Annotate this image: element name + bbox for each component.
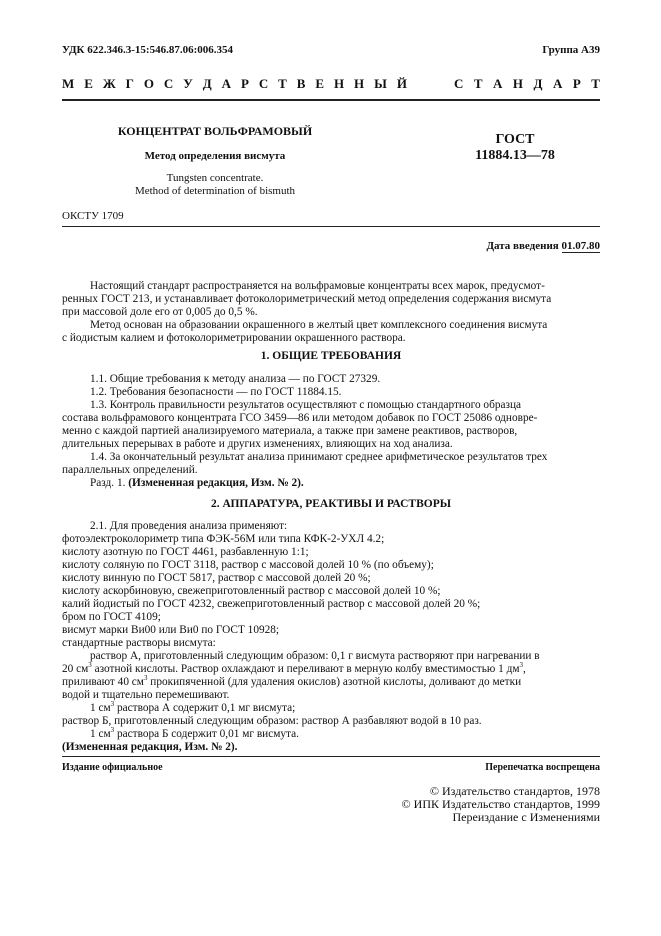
reagent-item: висмут марки Ви00 или Ви0 по ГОСТ 10928;	[62, 624, 280, 636]
clause-1-1: 1.1. Общие требования к методу анализа — по ГОСТ 27329.	[90, 373, 381, 385]
banner-right-letter: С	[454, 76, 464, 91]
oksty-code: ОКСТУ 1709	[62, 210, 124, 222]
official-edition: Издание официальное	[62, 762, 163, 773]
reagent-item: кислоту винную по ГОСТ 5817, раствор с массовой долей 20 %;	[62, 572, 371, 584]
banner-left-letter: Е	[315, 76, 325, 91]
reprint-notice: Перепечатка воспрещена	[485, 762, 600, 773]
banner-left-letter: Г	[125, 76, 134, 91]
banner-left-letter: С	[163, 76, 174, 91]
effective-date	[486, 240, 600, 253]
section-1-body	[62, 373, 600, 490]
banner-left-letter: Н	[333, 76, 345, 91]
clause-1-4-line1: 1.4. За окончательный результат анализа принимают среднее арифметическое результатов трех	[90, 451, 548, 463]
copyright-1978: © Издательство стандартов, 1978	[429, 784, 600, 798]
clause-1-2: 1.2. Требования безопасности — по ГОСТ 11884.15.	[90, 386, 342, 398]
banner-left-letter: С	[258, 76, 269, 91]
document-title: КОНЦЕНТРАТ ВОЛЬФРАМОВЫЙ	[117, 124, 313, 138]
banner-left-letter: Ж	[102, 76, 116, 91]
reagent-item: кислоту соляную по ГОСТ 3118, раствор с массовой долей 10 % (по объему);	[62, 559, 434, 571]
banner-left-letter: Й	[396, 76, 407, 91]
banner-right-letter: А	[493, 76, 503, 91]
banner-rule	[62, 99, 600, 101]
intro-p2-line1: Метод основан на образовании окрашенного в желтый цвет комплексного соединения висмута	[90, 319, 548, 331]
clause-2-1: 2.1. Для проведения анализа применяют:	[90, 520, 288, 532]
copyright-1999: © ИПК Издательство стандартов, 1999	[401, 797, 600, 811]
solution-a-line2: 20 $см^3$ азотной кислоты. Раствор охлаждают и переливают в мерную колбу вместимостью 1 $дм^3$,	[62, 661, 526, 675]
banner-left-letter: Н	[354, 76, 365, 91]
clause-1-4-line2: параллельных определений.	[62, 464, 198, 476]
section-1-heading: 1. ОБЩИЕ ТРЕБОВАНИЯ	[260, 350, 402, 362]
gost-number: 11884.13—78	[475, 148, 555, 163]
intro-p2-line2: с йодистым калием и фотоколориметрировании окрашенного раствора.	[62, 332, 406, 344]
section-2-body	[62, 520, 600, 754]
banner-left-letter: У	[183, 76, 193, 91]
solution-b: раствор Б, приготовленный следующим образом: раствор А разбавляют водой в 10 раз.	[62, 715, 482, 727]
amendment-prefix: Разд. 1.	[90, 477, 126, 489]
banner-left-letter: М	[62, 76, 75, 91]
banner-left-letter: В	[296, 76, 306, 91]
clause-1-3-line1: 1.3. Контроль правильности результатов осуществляют с помощью стандартного образца	[90, 399, 522, 411]
title-rule	[62, 226, 600, 227]
reissue-note: Переиздание с Изменениями	[452, 810, 600, 824]
banner-right-letter: Д	[533, 76, 543, 91]
banner-left-letter: Ы	[374, 76, 387, 91]
banner-left-letter: Е	[84, 76, 93, 91]
banner-right-letter: Н	[512, 76, 524, 91]
banner-left-letter: Р	[240, 76, 249, 91]
banner-left-letter: А	[221, 76, 231, 91]
banner-right-letter: Р	[572, 76, 581, 91]
banner-right-letter: А	[552, 76, 563, 91]
reagent-item: бром по ГОСТ 4109;	[62, 611, 161, 623]
reagent-item: калий йодистый по ГОСТ 4232, свежеприготовленный раствор с массовой долей 20 %;	[62, 598, 481, 610]
solution-a-line4: водой и тщательно перемешивают.	[62, 689, 230, 701]
clause-1-3-line4: длительных перерывах в работе и других изменениях, влияющих на ход анализа.	[62, 438, 453, 450]
banner	[62, 76, 600, 94]
reagent-list	[62, 533, 600, 650]
clause-1-3-line3: менно с каждой партией анализируемого материала, а также при замене реактивов, растворов,	[62, 425, 518, 437]
banner-right	[454, 76, 600, 92]
banner-left-letter: Т	[278, 76, 287, 91]
amendment-note: (Измененная редакция, Изм. № 2).	[128, 477, 304, 489]
effective-date-label: Дата введения	[486, 240, 559, 252]
udk-code: УДК 622.346.3-15:546.87.06:006.354	[62, 44, 233, 56]
intro-p1-line2: ренных ГОСТ 213, и устанавливает фотоколориметрический метод определения содержания висмута	[62, 293, 552, 305]
english-title-line2: Method of determination of bismuth	[134, 185, 296, 197]
banner-right-letter: Т	[591, 76, 600, 91]
section-1-amendment	[62, 477, 600, 490]
clause-1-3-line2: состава вольфрамового концентрата ГСО 3459—86 или методом добавок по ГОСТ 25086 одновре-	[62, 412, 538, 424]
reagent-item: фотоэлектроколориметр типа ФЭК-56М или типа КФК-2-УХЛ 4.2;	[62, 533, 385, 545]
footer-rule	[62, 756, 600, 757]
intro-p1-line3: при массовой доле его от 0,005 до 0,5 %.	[62, 306, 258, 318]
banner-right-letter: Т	[473, 76, 483, 91]
introduction	[62, 280, 600, 345]
method-title: Метод определения висмута	[144, 150, 286, 162]
banner-left	[62, 76, 407, 92]
reagent-item: кислоту азотную по ГОСТ 4461, разбавленную 1:1;	[62, 546, 309, 558]
solution-a-line3: приливают 40 $см^3$ прокипяченной (для удаления окислов) азотной кислоты, доливают до метки	[62, 674, 522, 688]
group-code: Группа А39	[542, 44, 600, 56]
solution-a-line1: раствор А, приготовленный следующим образом: 0,1 г висмута растворяют при нагревании в	[90, 650, 540, 662]
solution-a-concentration: 1 $см^3$ раствора А содержит 0,1 мг висмута;	[90, 700, 296, 714]
solution-b-concentration: 1 $см^3$ раствора Б содержит 0,01 мг висмута.	[90, 726, 299, 740]
banner-left-letter: О	[143, 76, 154, 91]
gost-label: ГОСТ	[495, 132, 535, 147]
intro-p1-line1: Настоящий стандарт распространяется на вольфрамовые концентраты всех марок, предусмот-	[90, 280, 545, 292]
banner-left-letter: Д	[202, 76, 212, 91]
reagent-item: стандартные растворы висмута:	[62, 637, 216, 649]
reagent-item: кислоту аскорбиновую, свежеприготовленный раствор с массовой долей 10 %;	[62, 585, 441, 597]
english-title-line1: Tungsten concentrate.	[166, 172, 264, 184]
section-2-amendment: (Измененная редакция, Изм. № 2).	[62, 741, 238, 753]
section-2-heading: 2. АППАРАТУРА, РЕАКТИВЫ И РАСТВОРЫ	[210, 498, 452, 510]
effective-date-value: 01.07.80	[561, 240, 600, 252]
